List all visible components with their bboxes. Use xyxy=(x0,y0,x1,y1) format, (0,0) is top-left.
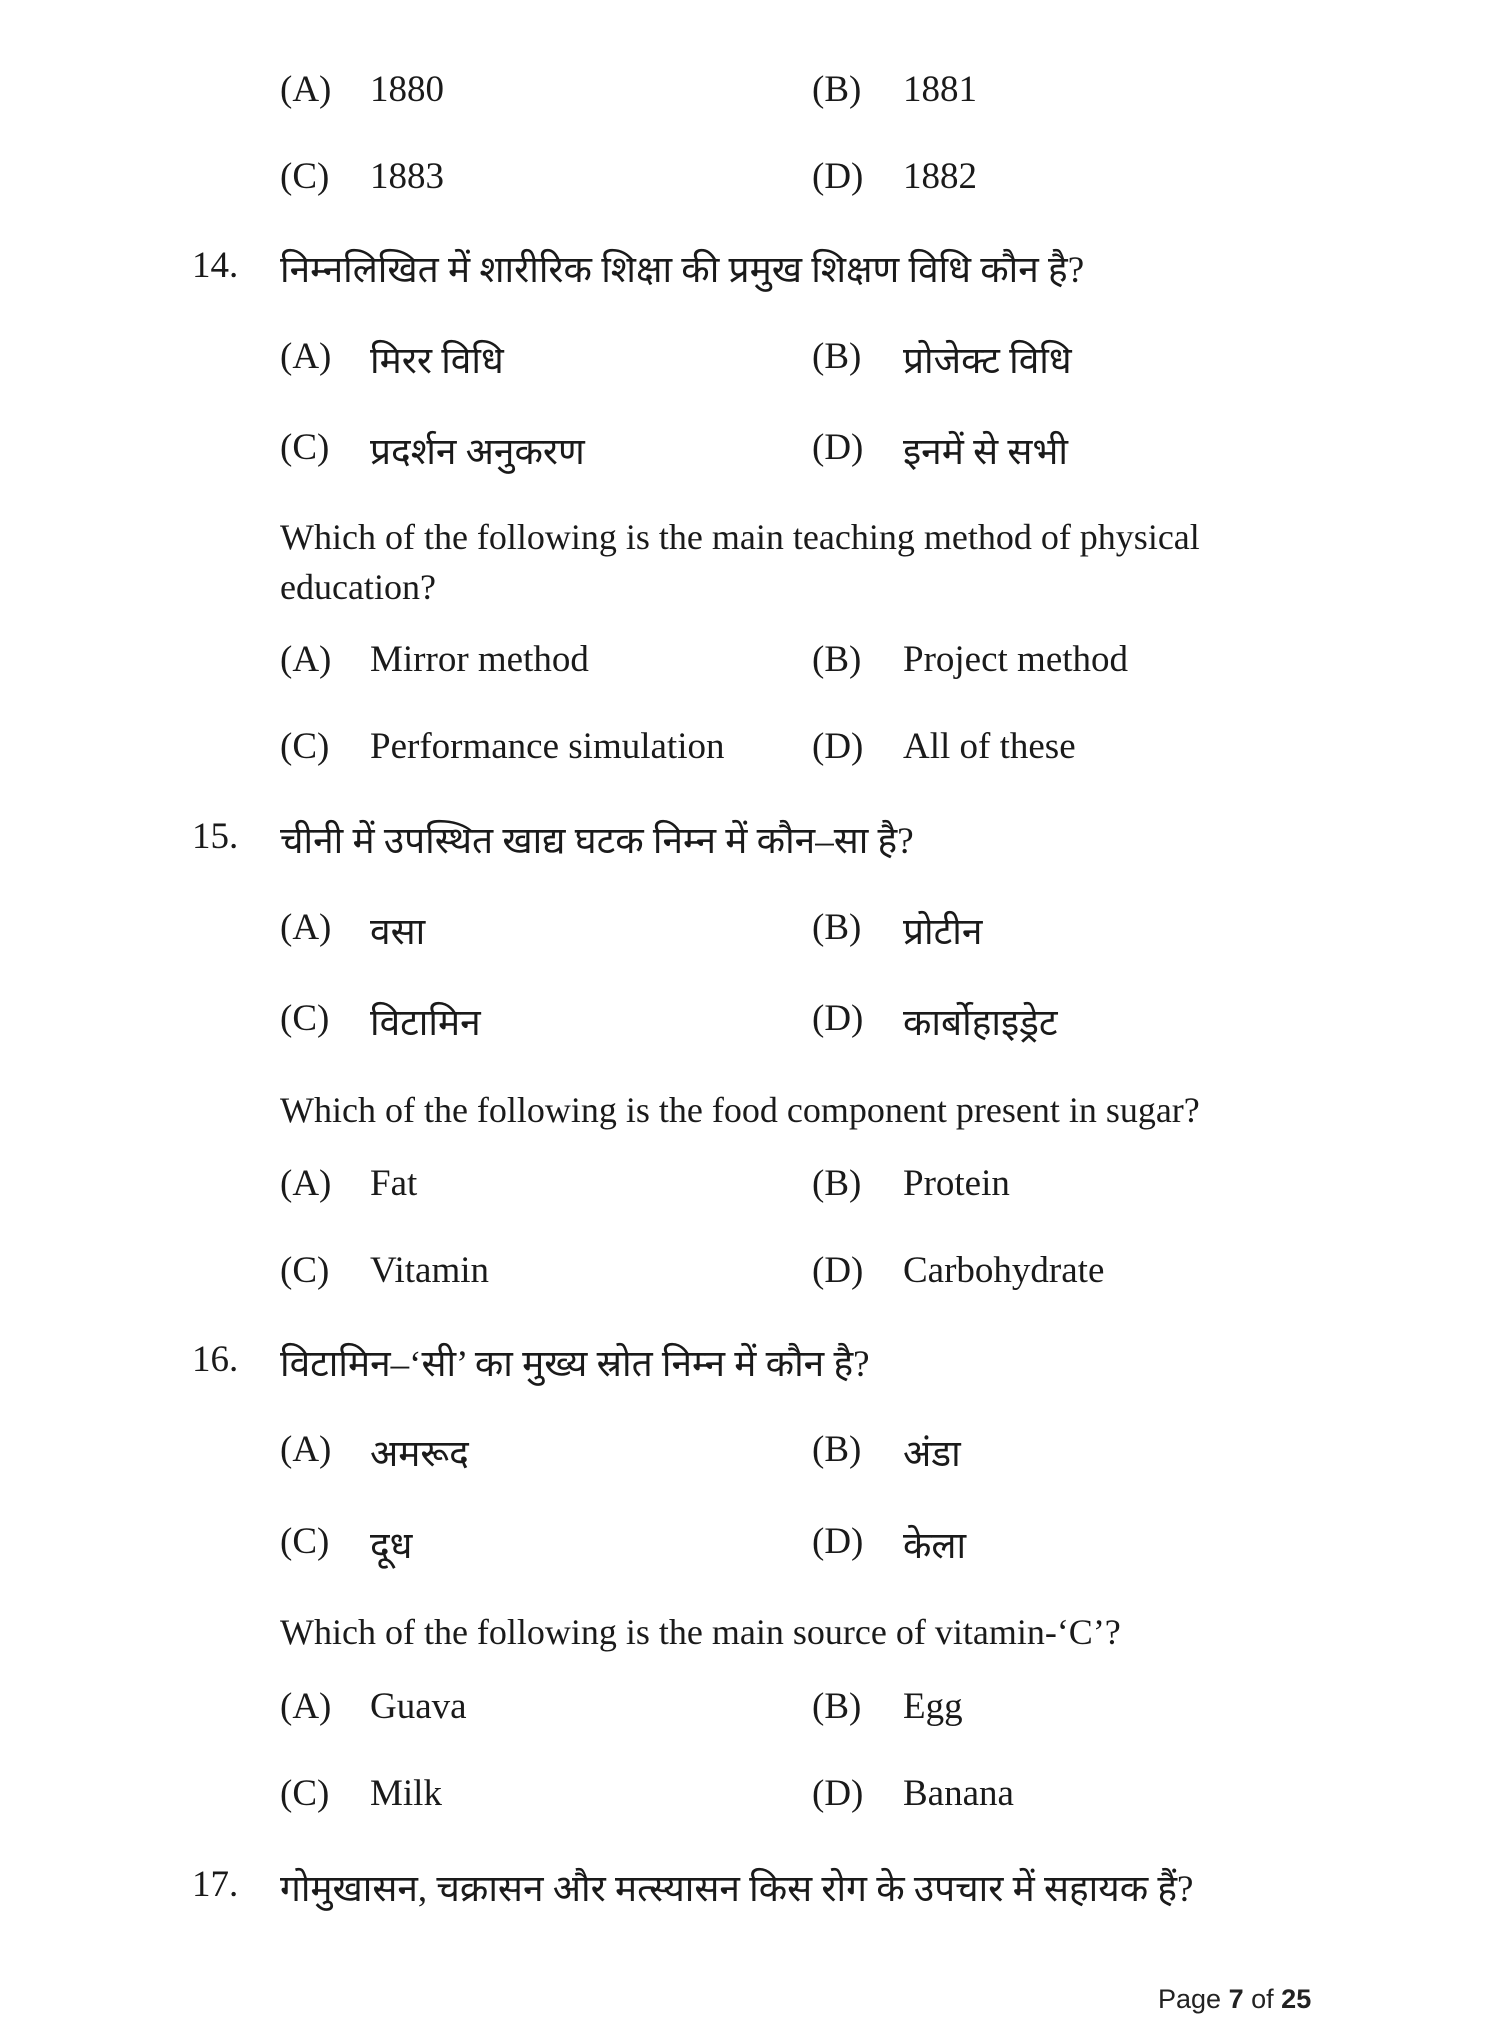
option-letter: (C) xyxy=(280,427,330,468)
option-text: प्रोजेक्ट विधि xyxy=(903,341,1072,382)
option-letter: (B) xyxy=(812,639,862,680)
option-letter: (A) xyxy=(280,1163,332,1204)
option-text: वसा xyxy=(370,912,426,953)
option-letter: (B) xyxy=(812,907,862,948)
question-text-hindi: चीनी में उपस्थित खाद्य घटक निम्न में कौन–सा है? xyxy=(280,821,914,862)
option-letter: (B) xyxy=(812,1163,862,1204)
option-text: Project method xyxy=(903,639,1129,680)
option-text: Fat xyxy=(370,1163,418,1204)
option-text: अंडा xyxy=(903,1434,961,1475)
question-number: 17. xyxy=(192,1864,239,1905)
option-text: 1880 xyxy=(370,69,444,110)
option-text: Protein xyxy=(903,1163,1010,1204)
option-text: प्रदर्शन अनुकरण xyxy=(370,432,585,473)
option-letter: (A) xyxy=(280,639,332,680)
option-text: Carbohydrate xyxy=(903,1250,1105,1291)
question-text-hindi: विटामिन–‘सी’ का मुख्य स्रोत निम्न में कौन है? xyxy=(280,1344,870,1385)
option-letter: (A) xyxy=(280,907,332,948)
option-letter: (D) xyxy=(812,1250,864,1291)
option-letter: (D) xyxy=(812,726,864,767)
option-text: अमरूद xyxy=(370,1434,469,1475)
option-text: कार्बोहाइड्रेट xyxy=(903,1003,1058,1044)
page-number xyxy=(1158,1984,1311,2015)
option-letter: (A) xyxy=(280,69,332,110)
question-text-english: Which of the following is the food component present in sugar? xyxy=(280,1090,1200,1130)
question-number: 16. xyxy=(192,1339,239,1380)
option-text: विटामिन xyxy=(370,1003,481,1044)
question-number: 14. xyxy=(192,245,239,286)
option-letter: (D) xyxy=(812,427,864,468)
option-letter: (B) xyxy=(812,1686,862,1727)
option-text: मिरर विधि xyxy=(370,341,504,382)
option-letter: (B) xyxy=(812,1429,862,1470)
option-letter: (A) xyxy=(280,1686,332,1727)
page-word: Page xyxy=(1158,1984,1222,2014)
option-text: All of these xyxy=(903,726,1076,767)
option-text: Vitamin xyxy=(370,1250,490,1291)
option-text: Mirror method xyxy=(370,639,589,680)
option-text: Guava xyxy=(370,1686,467,1727)
question-number: 15. xyxy=(192,816,239,857)
option-text: 1883 xyxy=(370,156,444,197)
current-page: 7 xyxy=(1228,1984,1244,2014)
option-letter: (D) xyxy=(812,1773,864,1814)
option-text: केला xyxy=(903,1526,967,1567)
question-text-english: Which of the following is the main teaching method of physical education? xyxy=(280,517,1200,607)
option-letter: (D) xyxy=(812,1521,864,1562)
option-letter: (A) xyxy=(280,1429,332,1470)
option-letter: (D) xyxy=(812,156,864,197)
option-text: प्रोटीन xyxy=(903,912,983,953)
option-text: Egg xyxy=(903,1686,963,1727)
option-text: इनमें से सभी xyxy=(903,432,1068,473)
question-text-hindi: गोमुखासन, चक्रासन और मत्स्यासन किस रोग के उपचार में सहायक हैं? xyxy=(280,1869,1194,1910)
question-text-hindi: निम्नलिखित में शारीरिक शिक्षा की प्रमुख शिक्षण विधि कौन है? xyxy=(280,250,1085,291)
question-text-english: Which of the following is the main source of vitamin-‘C’? xyxy=(280,1612,1121,1652)
option-letter: (C) xyxy=(280,1521,330,1562)
option-text: दूध xyxy=(370,1526,413,1567)
option-text: Milk xyxy=(370,1773,442,1814)
option-letter: (A) xyxy=(280,336,332,377)
option-letter: (C) xyxy=(280,998,330,1039)
total-pages: 25 xyxy=(1281,1984,1312,2014)
option-letter: (C) xyxy=(280,156,330,197)
option-letter: (C) xyxy=(280,726,330,767)
option-text: Banana xyxy=(903,1773,1014,1814)
of-word: of xyxy=(1251,1984,1274,2014)
option-letter: (B) xyxy=(812,336,862,377)
option-letter: (D) xyxy=(812,998,864,1039)
option-letter: (C) xyxy=(280,1250,330,1291)
option-text: Performance simulation xyxy=(370,726,725,767)
option-text: 1882 xyxy=(903,156,977,197)
option-letter: (C) xyxy=(280,1773,330,1814)
option-text: 1881 xyxy=(903,69,977,110)
option-letter: (B) xyxy=(812,69,862,110)
